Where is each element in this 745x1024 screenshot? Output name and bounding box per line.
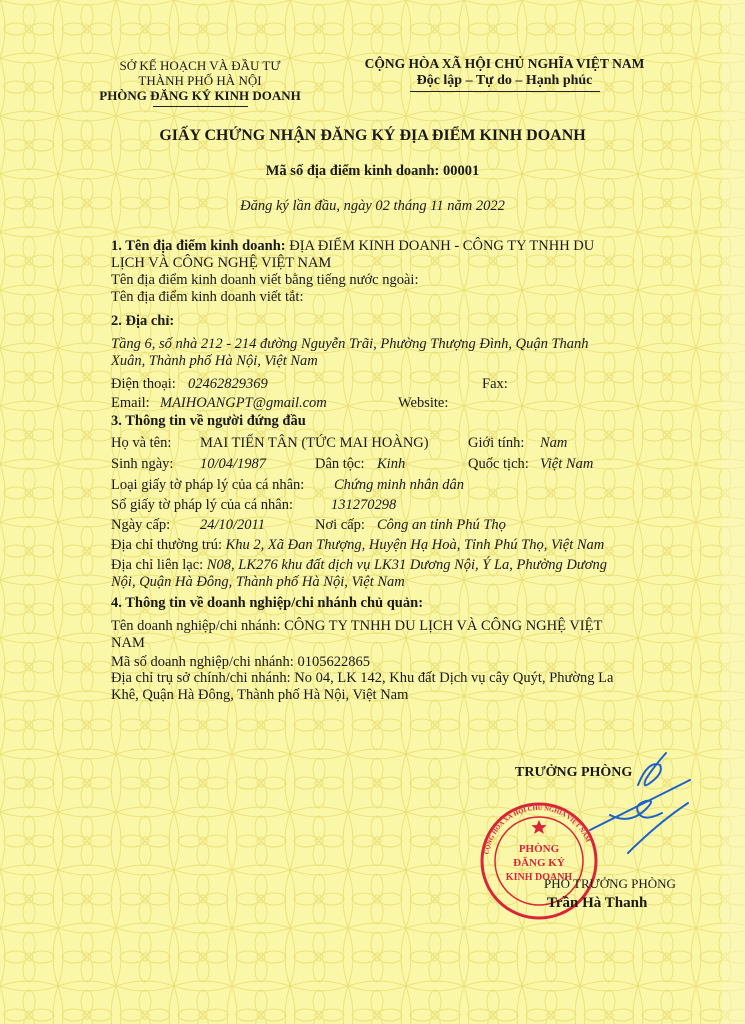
signature-role: TRƯỞNG PHÒNG (515, 765, 633, 780)
ethnicity-value: Kinh (377, 456, 406, 472)
header-left (85, 58, 315, 103)
dob-label: Sinh ngày: (111, 456, 174, 472)
agency-line3: PHÒNG ĐĂNG KÝ KINH DOANH (99, 88, 301, 103)
head-name-label: Họ và tên: (111, 435, 172, 451)
header-left-underline (153, 106, 248, 107)
parent-company-row (111, 618, 602, 635)
issue-date-value: 24/10/2011 (200, 517, 265, 533)
contact-address-line2: Nội, Quận Hà Đông, Thành phố Hà Nội, Việt Nam (111, 574, 405, 590)
id-type-label: Loại giấy tờ pháp lý của cá nhân: (111, 477, 305, 493)
section3-heading: 3. Thông tin về người đứng đầu (111, 413, 306, 429)
parent-hq-value: No 04, LK 142, Khu đất Dịch vụ cây Quýt, Phường La (294, 670, 614, 686)
stamp-line3: KINH DOANH (505, 872, 573, 883)
location-code: Mã số địa điểm kinh doanh: 00001 (265, 163, 480, 179)
header-right (362, 55, 647, 89)
gender-value: Nam (540, 435, 568, 451)
contact-address-label: Địa chỉ liên lạc: (111, 557, 204, 573)
parent-hq-label: Địa chỉ trụ sở chính/chi nhánh: (111, 670, 291, 686)
parent-hq-line2: Khê, Quận Hà Đông, Thành phố Hà Nội, Việt Nam (111, 687, 409, 703)
phone-label: Điện thoại: (111, 376, 176, 392)
stamp-ring-text: CỘNG HÒA XÃ HỘI CHỦ NGHĨA VIỆT NAM (483, 804, 592, 855)
id-type-value: Chứng minh nhân dân (334, 477, 464, 493)
deputy-role: PHÓ TRƯỞNG PHÒNG (544, 876, 676, 891)
ethnicity-label: Dân tộc: (315, 456, 365, 472)
signer-name: Trần Hà Thanh (547, 895, 648, 911)
issue-place-value: Công an tỉnh Phú Thọ (377, 517, 506, 533)
parent-company-value: CÔNG TY TNHH DU LỊCH VÀ CÔNG NGHỆ VIỆT (284, 618, 603, 634)
stamp-line2: ĐĂNG KÝ (513, 857, 565, 869)
country-motto: Độc lập – Tự do – Hạnh phúc (416, 73, 593, 88)
location-name: ĐỊA ĐIỂM KINH DOANH - CÔNG TY TNHH DU (289, 238, 595, 254)
head-name-value: MAI TIẾN TÂN (TỨC MAI HOÀNG) (200, 435, 429, 451)
issue-place-label: Nơi cấp: (315, 517, 365, 533)
issue-date-label: Ngày cấp: (111, 517, 171, 533)
email-label: Email: (111, 395, 150, 411)
phone-value: 02462829369 (188, 376, 268, 392)
permanent-address-row (111, 537, 604, 554)
country-name: CỘNG HÒA XÃ HỘI CHỦ NGHĨA VIỆT NAM (364, 56, 645, 71)
section1-heading: 1. Tên địa điểm kinh doanh: (111, 238, 286, 254)
fax-label: Fax: (482, 376, 508, 392)
location-name-cont: LỊCH VÀ CÔNG NGHỆ VIỆT NAM (111, 255, 332, 271)
parent-company-cont: NAM (111, 635, 145, 651)
handwritten-signature-icon (520, 745, 720, 865)
contact-address-row (111, 557, 607, 574)
foreign-name-label: Tên địa điểm kinh doanh viết bằng tiếng nước ngoài: (111, 272, 419, 288)
permanent-address-value: Khu 2, Xã Đan Thượng, Huyện Hạ Hoà, Tỉnh Phú Thọ, Việt Nam (225, 537, 605, 553)
email-value: MAIHOANGPT@gmail.com (160, 395, 327, 411)
section4-heading: 4. Thông tin về doanh nghiệp/chi nhánh chủ quản: (111, 595, 424, 611)
address-line2: Xuân, Thành phố Hà Nội, Việt Nam (111, 353, 318, 369)
id-number-value: 131270298 (331, 497, 397, 513)
short-name-label: Tên địa điểm kinh doanh viết tắt: (111, 289, 304, 305)
agency-line1: SỞ KẾ HOẠCH VÀ ĐẦU TƯ (119, 58, 281, 73)
nationality-value: Việt Nam (540, 456, 594, 472)
section1-line1 (111, 238, 594, 255)
parent-code-value: 0105622865 (297, 654, 370, 670)
address-line1: Tầng 6, số nhà 212 - 214 đường Nguyễn Trãi, Phường Thượng Đình, Quận Thanh (111, 336, 589, 352)
parent-hq-row (111, 670, 613, 687)
contact-address-value: N08, LK276 khu đất dịch vụ LK31 Dương Nội, Ý La, Phường Dương (206, 557, 608, 573)
gender-label: Giới tính: (468, 435, 525, 451)
nationality-label: Quốc tịch: (468, 456, 529, 472)
document-title: GIẤY CHỨNG NHẬN ĐĂNG KÝ ĐỊA ĐIỂM KINH DOANH (159, 127, 586, 144)
stamp-line1: PHÒNG (518, 843, 560, 855)
permanent-address-label: Địa chỉ thường trú: (111, 537, 222, 553)
header-right-underline (410, 91, 600, 92)
registration-date: Đăng ký lần đầu, ngày 02 tháng 11 năm 2022 (240, 198, 505, 214)
dob-value: 10/04/1987 (200, 456, 267, 472)
id-number-label: Số giấy tờ pháp lý của cá nhân: (111, 497, 294, 513)
agency-line2: THÀNH PHỐ HÀ NỘI (138, 73, 262, 88)
parent-company-label: Tên doanh nghiệp/chi nhánh: (111, 618, 281, 634)
section2-heading: 2. Địa chỉ: (111, 313, 175, 329)
parent-code-label: Mã số doanh nghiệp/chi nhánh: (111, 654, 294, 670)
website-label: Website: (398, 395, 449, 411)
parent-code-row (111, 654, 370, 671)
